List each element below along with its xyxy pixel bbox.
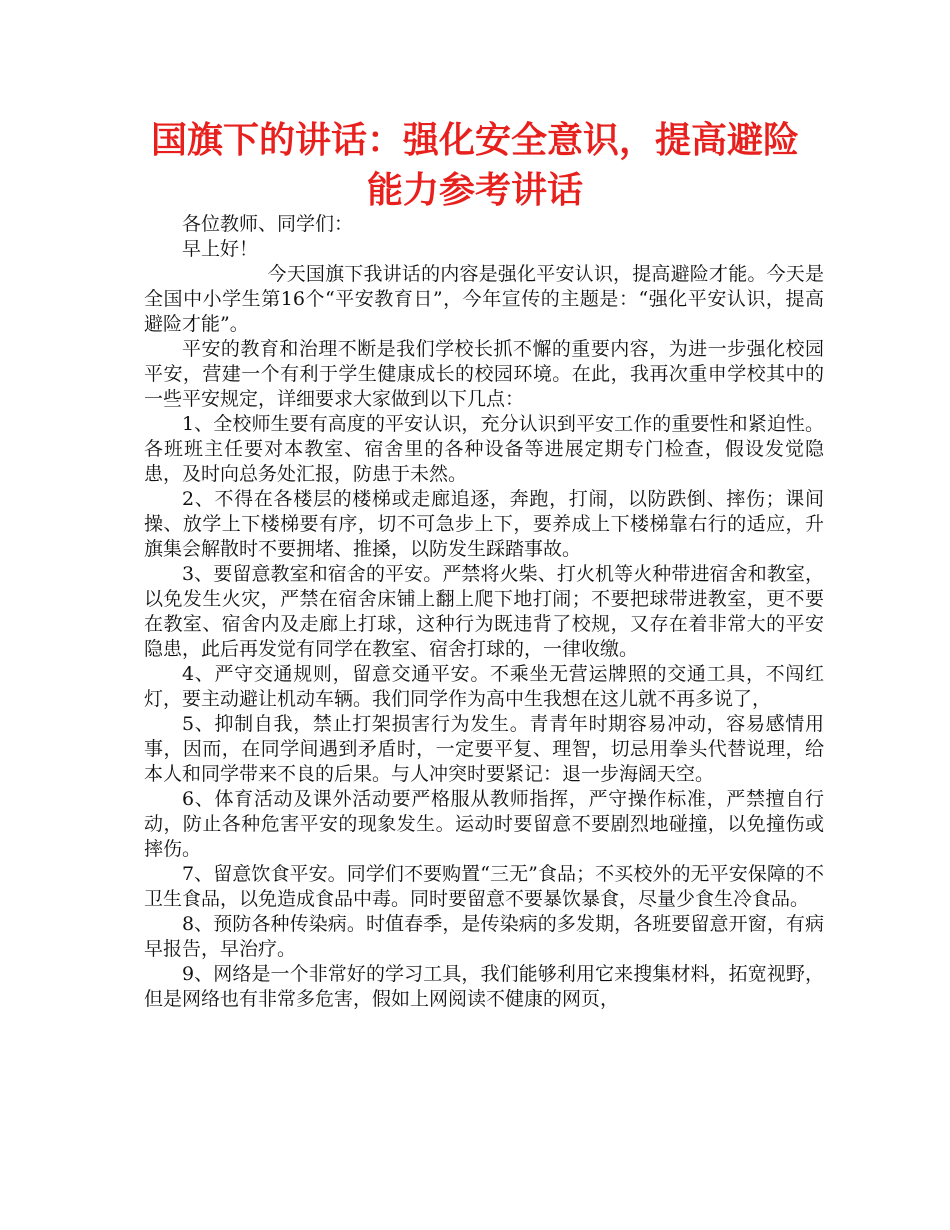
paragraph: 4、严守交通规则，留意交通平安。不乘坐无营运牌照的交通工具，不闯红灯，要主动避让机动车辆。我们同学作为高中生我想在这儿就不再多说了， — [144, 663, 824, 710]
title-line-2: 能力参考讲话 — [366, 170, 583, 211]
paragraph: 6、体育活动及课外活动要严格服从教师指挥，严守操作标准，严禁擅自行动，防止各种危害平安的现象发生。运动时要留意不要剧烈地碰撞，以免撞伤或摔伤。 — [144, 788, 824, 860]
greeting: 早上好！ — [182, 238, 259, 260]
paragraph: 8、预防各种传染病。时值春季，是传染病的多发期，各班要留意开窗，有病早报告，早治疗。 — [144, 913, 824, 960]
paragraph: 7、留意饮食平安。同学们不要购置“三无”食品；不买校外的无平安保障的不卫生食品，以免造成食品中毒。同时要留意不要暴饮暴食，尽量少食生冷食品。 — [144, 863, 824, 910]
paragraph: 9、网络是一个非常好的学习工具，我们能够利用它来搜集材料，拓宽视野，但是网络也有非常多危害，假如上网阅读不健康的网页， — [144, 963, 824, 1010]
paragraph: 1、全校师生要有高度的平安认识，充分认识到平安工作的重要性和紧迫性。各班班主任要对本教室、宿舍里的各种设备等进展定期专门检查，假设发觉隐患，及时向总务处汇报，防患于未然。 — [144, 413, 824, 485]
paragraph: 3、要留意教室和宿舍的平安。严禁将火柴、打火机等火种带进宿舍和教室，以免发生火灾，严禁在宿舍床铺上翻上爬下地打闹；不要把球带进教室，更不要在教室、宿舍内及走廊上打球，这种行为既违背了校规，又存在着非常大的平安隐患，此后再发觉有同学在教室、宿舍打球的，一律收缴。 — [144, 563, 824, 660]
document-title — [60, 116, 890, 216]
title-line-1: 国旗下的讲话：强化安全意识，提高避险 — [150, 120, 799, 161]
salutation: 各位教师、同学们： — [182, 213, 354, 235]
paragraph: 2、不得在各楼层的楼梯或走廊追逐，奔跑，打闹，以防跌倒、摔伤；课间操、放学上下楼梯要有序，切不可急步上下，要养成上下楼梯靠右行的适应，升旗集会解散时不要拥堵、推搡，以防发生踩踏事故。 — [144, 488, 824, 560]
document-body — [144, 212, 824, 1012]
paragraph: 平安的教育和治理不断是我们学校长抓不懈的重要内容，为进一步强化校园平安，营建一个有利于学生健康成长的校园环境。在此，我再次重申学校其中的一些平安规定，详细要求大家做到以下几点： — [144, 338, 824, 410]
paragraph: 5、抑制自我，禁止打架损害行为发生。青青年时期容易冲动，容易感情用事，因而，在同学间遇到矛盾时，一定要平复、理智，切忌用拳头代替说理，给本人和同学带来不良的后果。与人冲突时要紧记：退一步海阔天空。 — [144, 713, 824, 785]
paragraph-intro: 今天国旗下我讲话的内容是强化平安认识，提高避险才能。今天是全国中小学生第16个“平安教育日”，今年宣传的主题是：“强化平安认识，提高避险才能”。 — [144, 263, 824, 335]
